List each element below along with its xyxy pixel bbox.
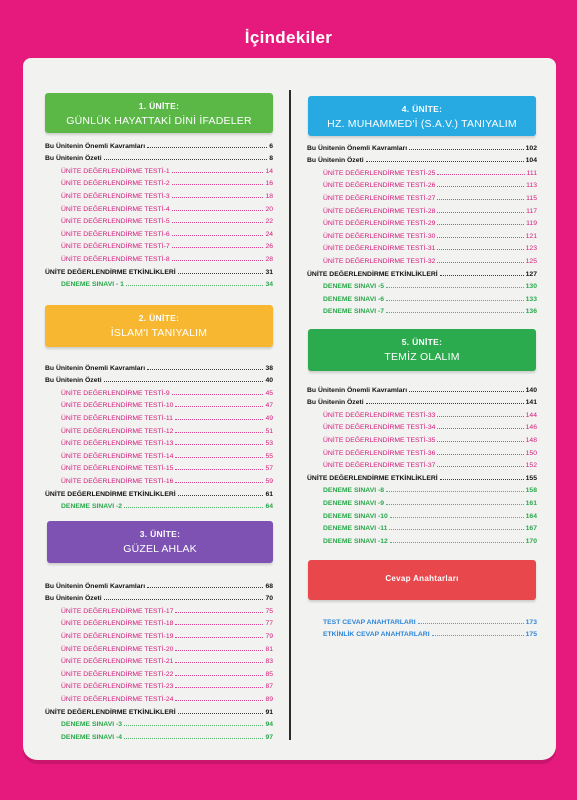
toc-entry-page: 130 [525, 283, 537, 291]
toc-entry-page: 14 [265, 167, 273, 175]
toc-entry-label: ÜNİTE DEĞERLENDİRME TESTİ-7 [61, 243, 170, 251]
toc-leader-dots [104, 159, 268, 160]
toc-leader-dots [432, 635, 524, 636]
unit-5-title: TEMİZ OLALIM [384, 351, 460, 363]
answer-keys-title: Cevap Anahtarları [385, 574, 459, 583]
unit-1-entries [45, 137, 273, 288]
toc-entry-page: 89 [265, 695, 273, 703]
toc-entry-label: ÜNİTE DEĞERLENDİRME ETKİNLİKLERİ [45, 268, 176, 276]
toc-entry[interactable] [307, 532, 537, 545]
toc-entry-label: DENEME SINAVI -4 [61, 733, 123, 741]
toc-entry-label: ÜNİTE DEĞERLENDİRME TESTİ-35 [323, 436, 436, 444]
toc-entry-page: 158 [525, 487, 537, 495]
toc-entry-label: ÜNİTE DEĞERLENDİRME TESTİ-27 [323, 194, 436, 202]
toc-entry-page: 113 [526, 182, 537, 190]
toc-entry[interactable] [45, 435, 273, 448]
toc-entry-label: ÜNİTE DEĞERLENDİRME TESTİ-25 [323, 169, 436, 177]
toc-leader-dots [172, 260, 264, 261]
unit-4-title: HZ. MUHAMMED'İ (S.A.V.) TANIYALIM [327, 118, 517, 130]
toc-entry[interactable] [45, 627, 273, 640]
toc-leader-dots [175, 432, 263, 433]
toc-entry-page: 155 [525, 474, 537, 482]
toc-entry-label: ÜNİTE DEĞERLENDİRME TESTİ-15 [61, 465, 174, 473]
page-title: İçindekiler [244, 28, 333, 47]
toc-entry-label: ÜNİTE DEĞERLENDİRME TESTİ-19 [61, 632, 174, 640]
toc-entry-label: ÜNİTE DEĞERLENDİRME TESTİ-29 [323, 220, 436, 228]
toc-leader-dots [437, 174, 524, 175]
toc-entry[interactable] [45, 498, 273, 511]
toc-leader-dots [437, 466, 523, 467]
toc-entry[interactable] [307, 469, 537, 482]
unit-2-header [45, 305, 273, 347]
toc-leader-dots [175, 612, 263, 613]
toc-entry-page: 24 [265, 230, 273, 238]
toc-entry[interactable] [307, 278, 537, 291]
toc-entry-label: ÜNİTE DEĞERLENDİRME TESTİ-8 [61, 255, 170, 263]
toc-leader-dots [178, 713, 264, 714]
toc-entry[interactable] [45, 716, 273, 729]
toc-entry[interactable] [307, 482, 537, 495]
toc-entry-label: ÜNİTE DEĞERLENDİRME ETKİNLİKLERİ [307, 474, 438, 482]
toc-entry-label: ETKİNLİK CEVAP ANAHTARLARI [323, 631, 430, 639]
toc-entry[interactable] [307, 252, 537, 265]
toc-entry[interactable] [307, 444, 537, 457]
toc-entry-page: 148 [525, 436, 537, 444]
toc-entry-label: ÜNİTE DEĞERLENDİRME ETKİNLİKLERİ [45, 708, 176, 716]
toc-entry-page: 173 [525, 618, 537, 626]
toc-entry-page: 121 [525, 232, 537, 240]
toc-entry[interactable] [45, 175, 273, 188]
toc-entry-page: 144 [525, 411, 537, 419]
toc-leader-dots [175, 482, 263, 483]
unit-2-number: 2. ÜNİTE: [138, 313, 180, 323]
toc-entry-label: ÜNİTE DEĞERLENDİRME TESTİ-1 [61, 167, 170, 175]
toc-entry-label: ÜNİTE DEĞERLENDİRME TESTİ-37 [323, 462, 436, 470]
toc-leader-dots [172, 184, 264, 185]
toc-entry[interactable] [45, 653, 273, 666]
toc-entry-page: 70 [265, 595, 273, 603]
toc-entry-page: 111 [526, 169, 537, 177]
toc-entry-page: 102 [525, 144, 537, 152]
toc-entry-label: Bu Ünitenin Özeti [45, 595, 102, 603]
toc-entry-label: DENEME SINAVI -8 [323, 487, 385, 495]
toc-leader-dots [366, 403, 524, 404]
toc-entry[interactable] [307, 215, 537, 228]
toc-leader-dots [386, 287, 524, 288]
unit-5-number: 5. ÜNİTE: [401, 337, 443, 347]
toc-entry-label: ÜNİTE DEĞERLENDİRME TESTİ-36 [323, 449, 436, 457]
toc-leader-dots [437, 212, 524, 213]
toc-entry-page: 61 [265, 490, 273, 498]
toc-entry-page: 136 [525, 308, 537, 316]
toc-leader-dots [389, 529, 523, 530]
toc-entry[interactable] [45, 150, 273, 163]
toc-leader-dots [172, 210, 264, 211]
toc-entry-label: ÜNİTE DEĞERLENDİRME TESTİ-2 [61, 180, 170, 188]
toc-entry-page: 170 [525, 537, 537, 545]
toc-entry-page: 117 [526, 207, 537, 215]
toc-entry-label: ÜNİTE DEĞERLENDİRME TESTİ-12 [61, 427, 174, 435]
toc-entry-label: Bu Ünitenin Özeti [45, 155, 102, 163]
toc-entry-label: DENEME SINAVI -2 [61, 503, 123, 511]
toc-entry-page: 123 [525, 245, 537, 253]
toc-entry-label: DENEME SINAVI -6 [323, 295, 385, 303]
unit-3-header [47, 521, 273, 563]
toc-entry-page: 18 [265, 192, 273, 200]
toc-entry[interactable] [307, 431, 537, 444]
toc-leader-dots [366, 161, 524, 162]
toc-leader-dots [104, 381, 264, 382]
toc-entry-page: 79 [265, 632, 273, 640]
toc-entry-page: 38 [265, 364, 273, 372]
toc-entry-label: ÜNİTE DEĞERLENDİRME TESTİ-26 [323, 182, 436, 190]
toc-entry[interactable] [307, 152, 537, 165]
toc-entry[interactable] [45, 447, 273, 460]
toc-entry[interactable] [307, 240, 537, 253]
toc-entry[interactable] [307, 494, 537, 507]
toc-entry-label: ÜNİTE DEĞERLENDİRME TESTİ-31 [323, 245, 436, 253]
toc-entry-page: 164 [525, 512, 537, 520]
toc-entry[interactable] [45, 359, 273, 372]
toc-entry-label: ÜNİTE DEĞERLENDİRME ETKİNLİKLERİ [45, 490, 176, 498]
toc-entry-label: ÜNİTE DEĞERLENDİRME TESTİ-34 [323, 424, 436, 432]
toc-entry[interactable] [45, 372, 273, 385]
unit-3-number: 3. ÜNİTE: [139, 529, 181, 539]
toc-entry[interactable] [45, 162, 273, 175]
toc-entry-page: 152 [525, 462, 537, 470]
toc-entry[interactable] [45, 615, 273, 628]
toc-leader-dots [437, 249, 523, 250]
toc-leader-dots [175, 419, 264, 420]
toc-leader-dots [175, 700, 263, 701]
toc-entry-label: Bu Ünitenin Özeti [307, 157, 364, 165]
toc-entry-label: ÜNİTE DEĞERLENDİRME TESTİ-6 [61, 230, 170, 238]
unit-1-title: GÜNLÜK HAYATTAKİ DİNİ İFADELER [66, 115, 252, 127]
toc-entry[interactable] [45, 728, 273, 741]
toc-entry[interactable] [45, 665, 273, 678]
toc-entry-label: ÜNİTE DEĞERLENDİRME TESTİ-30 [323, 232, 436, 240]
toc-entry-label: ÜNİTE DEĞERLENDİRME TESTİ-4 [61, 205, 170, 213]
toc-entry-page: 47 [265, 402, 273, 410]
toc-leader-dots [437, 224, 524, 225]
toc-entry[interactable] [45, 678, 273, 691]
toc-entry-page: 51 [265, 427, 273, 435]
toc-entry[interactable] [45, 690, 273, 703]
toc-entry-page: 150 [525, 449, 537, 457]
toc-entry-page: 26 [265, 243, 273, 251]
toc-leader-dots [437, 454, 523, 455]
toc-entry-page: 20 [265, 205, 273, 213]
toc-leader-dots [147, 147, 267, 148]
toc-entry-label: ÜNİTE DEĞERLENDİRME TESTİ-17 [61, 607, 174, 615]
answer-keys-header [308, 560, 536, 600]
toc-entry-label: Bu Ünitenin Önemli Kavramları [307, 144, 408, 152]
toc-entry[interactable] [45, 276, 273, 289]
toc-entry[interactable] [307, 189, 537, 202]
toc-entry[interactable] [45, 200, 273, 213]
toc-entry-label: DENEME SINAVI -7 [323, 308, 385, 316]
toc-leader-dots [124, 725, 263, 726]
toc-entry-label: TEST CEVAP ANAHTARLARI [323, 618, 416, 626]
toc-leader-dots [175, 637, 263, 638]
toc-entry-label: Bu Ünitenin Özeti [307, 399, 364, 407]
toc-entry-label: DENEME SINAVI -10 [323, 512, 388, 520]
toc-entry-label: ÜNİTE DEĞERLENDİRME TESTİ-3 [61, 192, 170, 200]
toc-entry-page: 133 [525, 295, 537, 303]
toc-entry-page: 97 [265, 733, 273, 741]
toc-entry[interactable] [307, 303, 537, 316]
toc-entry-page: 77 [265, 620, 273, 628]
toc-entry[interactable] [45, 213, 273, 226]
toc-entry-label: ÜNİTE DEĞERLENDİRME TESTİ-11 [61, 414, 173, 422]
toc-entry-page: 34 [265, 281, 273, 289]
toc-entry[interactable] [45, 640, 273, 653]
toc-leader-dots [175, 662, 263, 663]
toc-entry[interactable] [45, 397, 273, 410]
toc-leader-dots [437, 441, 523, 442]
toc-entry[interactable] [307, 457, 537, 470]
toc-entry-label: ÜNİTE DEĞERLENDİRME TESTİ-33 [323, 411, 436, 419]
toc-leader-dots [386, 300, 524, 301]
toc-leader-dots [437, 428, 523, 429]
toc-entry-page: 53 [265, 440, 273, 448]
toc-entry[interactable] [45, 409, 273, 422]
toc-entry-page: 59 [265, 477, 273, 485]
toc-entry[interactable] [307, 394, 537, 407]
toc-entry-label: DENEME SINAVI -3 [61, 721, 123, 729]
toc-entry-page: 8 [269, 155, 273, 163]
unit-1-header [45, 93, 273, 133]
toc-leader-dots [126, 285, 263, 286]
toc-entry[interactable] [307, 520, 537, 533]
toc-leader-dots [178, 495, 264, 496]
toc-entry-page: 55 [265, 452, 273, 460]
toc-entry-page: 49 [265, 414, 273, 422]
toc-entry-label: ÜNİTE DEĞERLENDİRME TESTİ-28 [323, 207, 436, 215]
unit-2-title: İSLAM'I TANIYALIM [110, 327, 208, 339]
toc-leader-dots [175, 444, 263, 445]
toc-entry[interactable] [307, 381, 537, 394]
toc-entry[interactable] [45, 225, 273, 238]
toc-leader-dots [440, 479, 524, 480]
toc-entry-page: 175 [525, 631, 537, 639]
toc-entry[interactable] [45, 250, 273, 263]
toc-entry[interactable] [45, 703, 273, 716]
toc-entry-page: 140 [525, 386, 537, 394]
toc-entry[interactable] [45, 602, 273, 615]
toc-entry[interactable] [45, 263, 273, 276]
toc-entry[interactable] [307, 164, 537, 177]
toc-entry-page: 81 [265, 645, 273, 653]
toc-entry[interactable] [307, 177, 537, 190]
toc-entry-page: 119 [526, 220, 537, 228]
toc-entry-label: DENEME SINAVI -9 [323, 499, 385, 507]
toc-leader-dots [175, 675, 263, 676]
toc-entry[interactable] [45, 422, 273, 435]
toc-entry-label: ÜNİTE DEĞERLENDİRME TESTİ-23 [61, 683, 174, 691]
unit-3-entries [45, 577, 273, 741]
toc-entry-page: 125 [525, 257, 537, 265]
toc-leader-dots [175, 624, 263, 625]
toc-leader-dots [172, 247, 264, 248]
toc-entry-page: 94 [265, 721, 273, 729]
toc-entry-label: ÜNİTE DEĞERLENDİRME TESTİ-22 [61, 670, 174, 678]
toc-leader-dots [175, 469, 263, 470]
toc-leader-dots [178, 273, 264, 274]
toc-entry-label: ÜNİTE DEĞERLENDİRME TESTİ-18 [61, 620, 174, 628]
column-divider [289, 90, 291, 740]
toc-entry-page: 167 [525, 525, 537, 533]
toc-entry-page: 22 [265, 218, 273, 226]
toc-leader-dots [172, 222, 264, 223]
toc-entry[interactable] [45, 187, 273, 200]
unit-2-entries [45, 359, 273, 510]
toc-entry-label: ÜNİTE DEĞERLENDİRME TESTİ-10 [61, 402, 174, 410]
toc-entry[interactable] [307, 613, 537, 626]
toc-entry[interactable] [307, 139, 537, 152]
toc-entry-label: ÜNİTE DEĞERLENDİRME TESTİ-21 [61, 658, 174, 666]
toc-entry-page: 115 [526, 194, 537, 202]
toc-entry[interactable] [45, 472, 273, 485]
toc-entry-page: 85 [265, 670, 273, 678]
toc-entry[interactable] [307, 290, 537, 303]
toc-entry-page: 6 [269, 142, 273, 150]
toc-entry-label: DENEME SINAVI - 1 [61, 281, 124, 289]
answer-keys-entries [307, 613, 537, 638]
toc-leader-dots [418, 623, 524, 624]
toc-entry-label: DENEME SINAVI -5 [323, 283, 385, 291]
toc-entry-page: 83 [265, 658, 273, 666]
toc-entry-label: Bu Ünitenin Özeti [45, 377, 102, 385]
toc-entry-page: 45 [265, 389, 273, 397]
toc-entry[interactable] [307, 406, 537, 419]
toc-leader-dots [147, 587, 263, 588]
toc-leader-dots [437, 416, 523, 417]
toc-entry-label: ÜNİTE DEĞERLENDİRME TESTİ-9 [61, 389, 170, 397]
toc-entry-label: ÜNİTE DEĞERLENDİRME TESTİ-20 [61, 645, 174, 653]
unit-1-number: 1. ÜNİTE: [138, 101, 180, 111]
toc-leader-dots [437, 262, 523, 263]
toc-entry-page: 75 [265, 607, 273, 615]
toc-entry-label: ÜNİTE DEĞERLENDİRME TESTİ-14 [61, 452, 174, 460]
unit-4-entries [307, 139, 537, 315]
toc-entry-page: 57 [265, 465, 273, 473]
toc-entry-page: 91 [265, 708, 273, 716]
toc-entry-label: Bu Ünitenin Önemli Kavramları [307, 386, 408, 394]
toc-leader-dots [175, 406, 263, 407]
toc-leader-dots [172, 394, 264, 395]
unit-4-number: 4. ÜNİTE: [401, 104, 443, 114]
toc-entry[interactable] [307, 419, 537, 432]
toc-leader-dots [124, 738, 263, 739]
toc-leader-dots [172, 197, 264, 198]
toc-leader-dots [437, 237, 523, 238]
toc-entry-label: ÜNİTE DEĞERLENDİRME TESTİ-5 [61, 218, 170, 226]
toc-leader-dots [409, 149, 524, 150]
toc-entry-label: Bu Ünitenin Önemli Kavramları [45, 142, 146, 150]
toc-entry-label: ÜNİTE DEĞERLENDİRME ETKİNLİKLERİ [307, 270, 438, 278]
toc-leader-dots [437, 186, 524, 187]
toc-entry[interactable] [45, 485, 273, 498]
toc-entry-page: 64 [265, 503, 273, 511]
toc-leader-dots [390, 517, 524, 518]
toc-entry-label: DENEME SINAVI -11 [323, 525, 388, 533]
toc-entry-page: 28 [265, 255, 273, 263]
toc-entry[interactable] [45, 590, 273, 603]
toc-entry-page: 141 [525, 399, 537, 407]
toc-leader-dots [386, 504, 524, 505]
toc-entry[interactable] [307, 227, 537, 240]
toc-leader-dots [124, 507, 263, 508]
toc-entry-label: ÜNİTE DEĞERLENDİRME TESTİ-16 [61, 477, 174, 485]
toc-leader-dots [440, 275, 524, 276]
toc-entry-page: 146 [525, 424, 537, 432]
toc-entry[interactable] [45, 238, 273, 251]
toc-entry-page: 31 [265, 268, 273, 276]
unit-5-entries [307, 381, 537, 545]
toc-entry-label: Bu Ünitenin Önemli Kavramları [45, 582, 146, 590]
toc-leader-dots [175, 457, 263, 458]
toc-entry[interactable] [45, 577, 273, 590]
toc-entry-label: ÜNİTE DEĞERLENDİRME TESTİ-24 [61, 695, 174, 703]
toc-leader-dots [390, 542, 524, 543]
toc-entry-page: 161 [525, 499, 537, 507]
toc-entry[interactable] [45, 384, 273, 397]
toc-entry-page: 40 [265, 377, 273, 385]
toc-entry-page: 127 [525, 270, 537, 278]
toc-leader-dots [147, 369, 263, 370]
toc-leader-dots [172, 235, 264, 236]
toc-leader-dots [172, 172, 264, 173]
toc-entry[interactable] [307, 626, 537, 639]
toc-leader-dots [386, 312, 524, 313]
unit-5-header [308, 329, 536, 371]
toc-entry-page: 104 [525, 157, 537, 165]
toc-entry[interactable] [307, 265, 537, 278]
toc-leader-dots [437, 199, 524, 200]
toc-leader-dots [409, 391, 524, 392]
toc-entry-page: 68 [265, 582, 273, 590]
toc-entry-page: 16 [265, 180, 273, 188]
toc-entry-label: DENEME SINAVI -12 [323, 537, 388, 545]
toc-entry-label: ÜNİTE DEĞERLENDİRME TESTİ-32 [323, 257, 436, 265]
toc-entry-label: Bu Ünitenin Önemli Kavramları [45, 364, 146, 372]
toc-entry-label: ÜNİTE DEĞERLENDİRME TESTİ-13 [61, 440, 174, 448]
toc-leader-dots [104, 599, 264, 600]
toc-entry[interactable] [45, 460, 273, 473]
toc-leader-dots [175, 650, 263, 651]
toc-entry[interactable] [45, 137, 273, 150]
toc-entry-page: 87 [265, 683, 273, 691]
toc-leader-dots [175, 687, 263, 688]
toc-leader-dots [386, 491, 524, 492]
toc-entry[interactable] [307, 507, 537, 520]
unit-4-header [308, 96, 536, 136]
unit-3-title: GÜZEL AHLAK [123, 543, 197, 555]
toc-entry[interactable] [307, 202, 537, 215]
